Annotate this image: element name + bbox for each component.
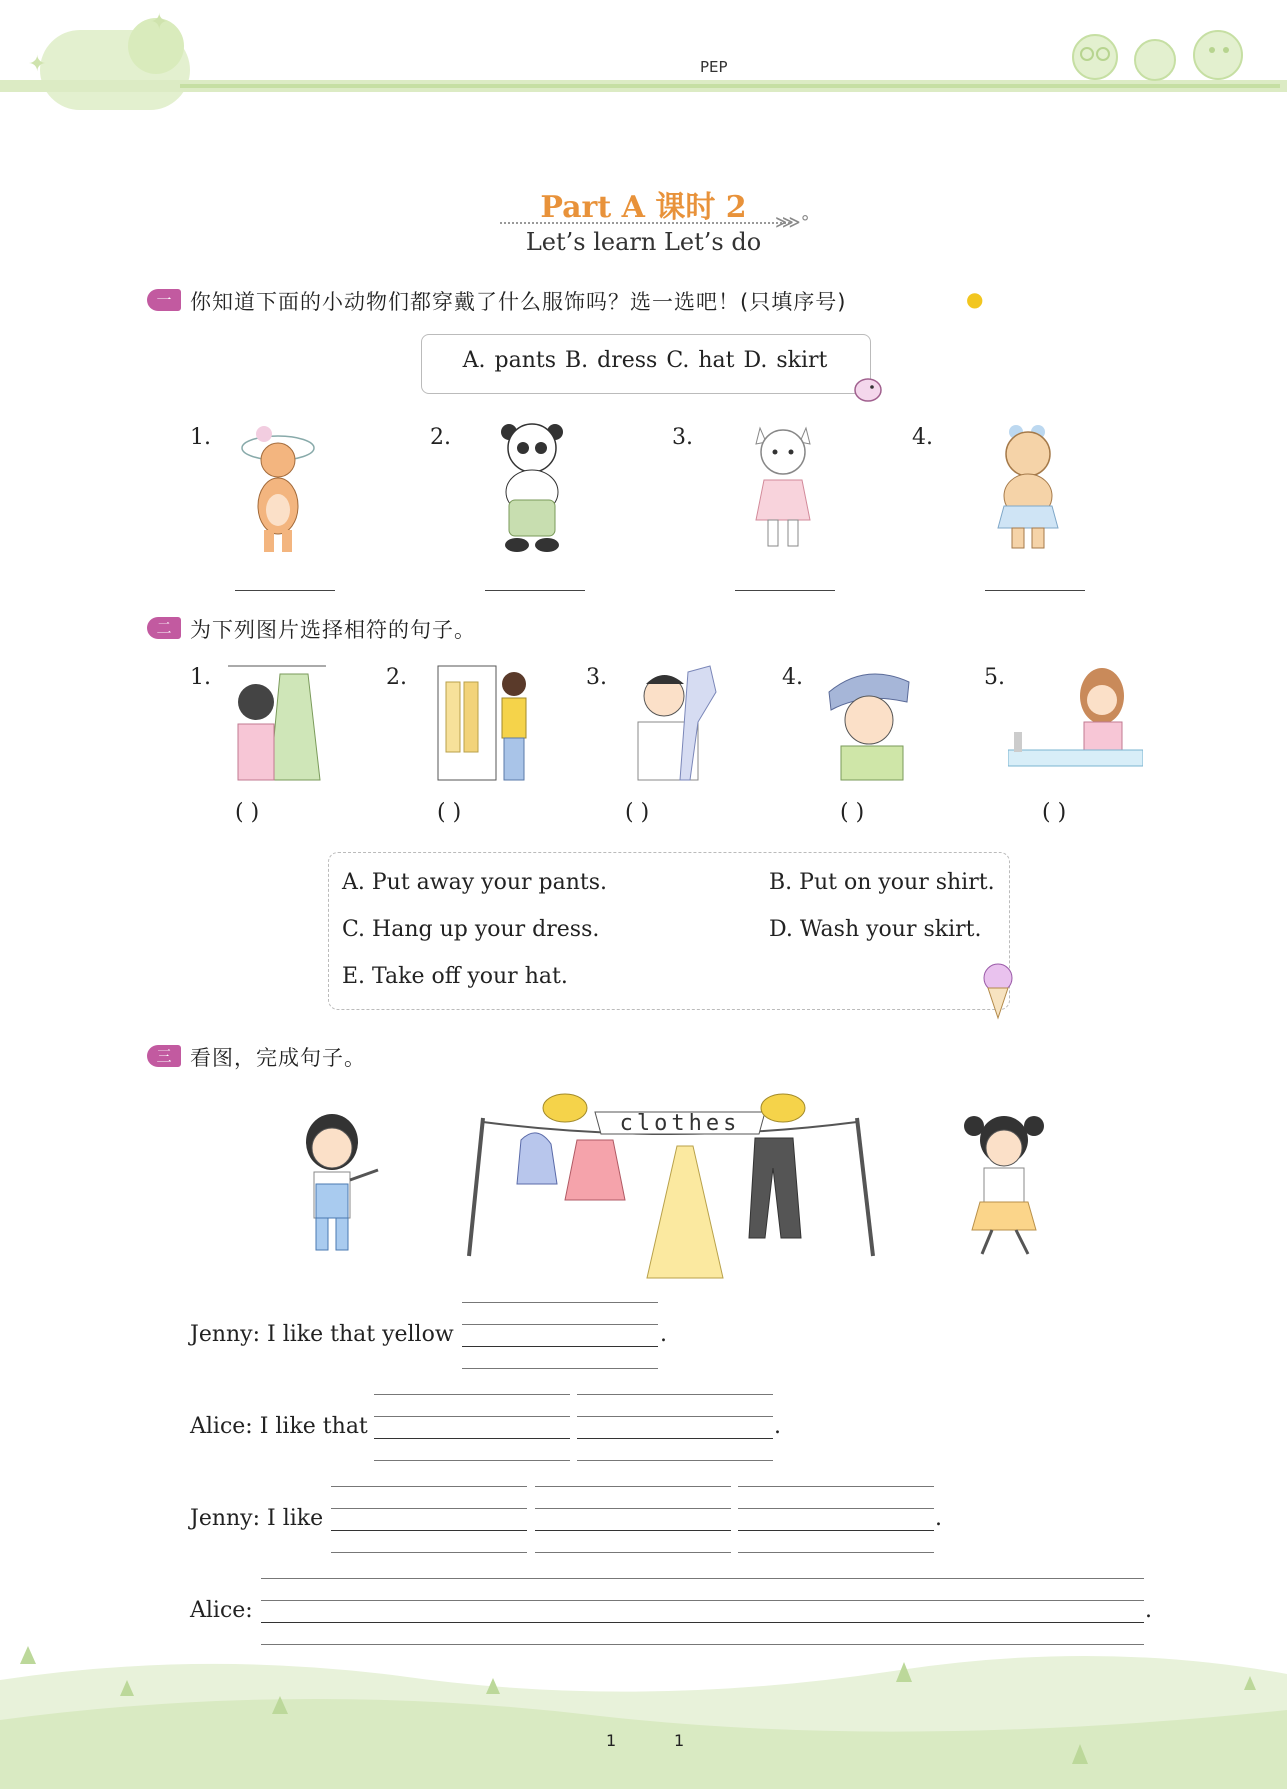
- section-instruction: 你知道下面的小动物们都穿戴了什么服饰吗？选一选吧！(只填序号): [190, 290, 847, 314]
- writing-guide-line: [374, 1394, 570, 1395]
- writing-guide-line: [535, 1552, 731, 1553]
- item-number: 2.: [430, 425, 451, 450]
- sentence-option-a: A. Put away your pants.: [342, 870, 608, 895]
- section-badge: 三: [147, 1045, 181, 1067]
- writing-guide-line: [577, 1460, 773, 1461]
- sentence-option-e: E. Take off your hat.: [342, 964, 568, 989]
- item-number: 5.: [984, 665, 1005, 690]
- dialogue-line-2-end: .: [774, 1414, 781, 1439]
- sentence-option-d: D. Wash your skirt.: [769, 917, 982, 942]
- boy-taking-off-hat-picture: [815, 662, 923, 782]
- writing-baseline[interactable]: [261, 1622, 1144, 1623]
- monkey-in-hat-picture: [240, 420, 320, 555]
- dialogue-line-1-end: .: [660, 1322, 667, 1347]
- page-number-right: 1: [674, 1731, 685, 1750]
- bear-in-skirt-picture: [992, 420, 1064, 555]
- jenny-picture: [296, 1110, 392, 1260]
- writing-baseline[interactable]: [535, 1530, 731, 1531]
- writing-guide-line: [577, 1394, 773, 1395]
- animal-faces-decoration: [1060, 22, 1260, 82]
- section-instruction: 为下列图片选择相符的句子。: [190, 618, 476, 642]
- answer-parentheses[interactable]: ( ): [235, 800, 260, 825]
- answer-blank[interactable]: [235, 590, 335, 591]
- section-badge: 一: [147, 289, 181, 311]
- answer-blank[interactable]: [985, 590, 1085, 591]
- writing-guide-line: [331, 1508, 527, 1509]
- options-text: A. pants B. dress C. hat D. skirt: [462, 348, 828, 373]
- writing-baseline[interactable]: [374, 1438, 570, 1439]
- answer-blank[interactable]: [735, 590, 835, 591]
- sentence-option-c: C. Hang up your dress.: [342, 917, 600, 942]
- alice-picture: [960, 1106, 1050, 1266]
- clothesline-picture: [465, 1088, 880, 1283]
- dialogue-line-2-speaker: Alice: I like that: [190, 1414, 368, 1439]
- sentence-option-b: B. Put on your shirt.: [769, 870, 995, 895]
- ice-cream-icon: [976, 960, 1022, 1020]
- page-number-left: 1: [606, 1731, 617, 1750]
- footer-hills-decoration: [0, 1640, 1287, 1789]
- fish-icon: ⋙°: [775, 212, 810, 233]
- answer-parentheses[interactable]: ( ): [1042, 800, 1067, 825]
- writing-guide-line: [374, 1416, 570, 1417]
- writing-guide-line: [462, 1368, 658, 1369]
- writing-guide-line: [535, 1508, 731, 1509]
- writing-guide-line: [261, 1578, 1144, 1579]
- answer-blank[interactable]: [485, 590, 585, 591]
- boy-putting-away-pants-picture: [436, 662, 534, 782]
- writing-guide-line: [331, 1486, 527, 1487]
- boy-putting-on-shirt-picture: [628, 662, 728, 782]
- dialogue-line-4-speaker: Alice:: [190, 1598, 253, 1623]
- star-icon: ✦: [28, 52, 47, 77]
- writing-guide-line: [374, 1460, 570, 1461]
- girl-washing-skirt-picture: [1008, 662, 1143, 770]
- writing-guide-line: [462, 1302, 658, 1303]
- section-badge: 二: [147, 617, 181, 639]
- writing-baseline[interactable]: [738, 1530, 934, 1531]
- writing-guide-line: [738, 1552, 934, 1553]
- writing-guide-line: [738, 1508, 934, 1509]
- dialogue-line-3-speaker: Jenny: I like: [190, 1506, 324, 1531]
- writing-guide-line: [738, 1486, 934, 1487]
- item-number: 3.: [672, 425, 693, 450]
- writing-guide-line: [331, 1552, 527, 1553]
- item-number: 1.: [190, 665, 211, 690]
- section-instruction: 看图，完成句子。: [190, 1046, 366, 1070]
- dialogue-line-3-end: .: [935, 1506, 942, 1531]
- item-number: 3.: [586, 665, 607, 690]
- writing-baseline[interactable]: [462, 1346, 658, 1347]
- star-icon: ✦: [150, 10, 169, 35]
- writing-baseline[interactable]: [331, 1530, 527, 1531]
- writing-guide-line: [261, 1600, 1144, 1601]
- writing-guide-line: [535, 1486, 731, 1487]
- item-number: 4.: [782, 665, 803, 690]
- item-number: 1.: [190, 425, 211, 450]
- page-title: Part A 课时 2: [540, 190, 747, 225]
- answer-parentheses[interactable]: ( ): [625, 800, 650, 825]
- page-subtitle: Let’s learn Let’s do: [525, 228, 762, 256]
- writing-baseline[interactable]: [577, 1438, 773, 1439]
- series-label: PEP: [700, 58, 728, 76]
- item-number: 2.: [386, 665, 407, 690]
- dialogue-line-4-end: .: [1145, 1598, 1152, 1623]
- writing-guide-line: [462, 1324, 658, 1325]
- answer-parentheses[interactable]: ( ): [840, 800, 865, 825]
- answer-parentheses[interactable]: ( ): [437, 800, 462, 825]
- clothes-sign: clothes: [619, 1111, 741, 1136]
- panda-in-pants-picture: [495, 420, 570, 555]
- lightbulb-icon: ●: [966, 287, 984, 311]
- cat-in-dress-picture: [748, 420, 818, 555]
- dialogue-line-1-speaker: Jenny: I like that yellow: [190, 1322, 454, 1347]
- title-divider: [500, 222, 790, 224]
- item-number: 4.: [912, 425, 933, 450]
- writing-guide-line: [577, 1416, 773, 1417]
- header-band-line: [180, 84, 1280, 88]
- bird-icon: [852, 374, 884, 404]
- girl-hanging-dress-picture: [228, 662, 326, 782]
